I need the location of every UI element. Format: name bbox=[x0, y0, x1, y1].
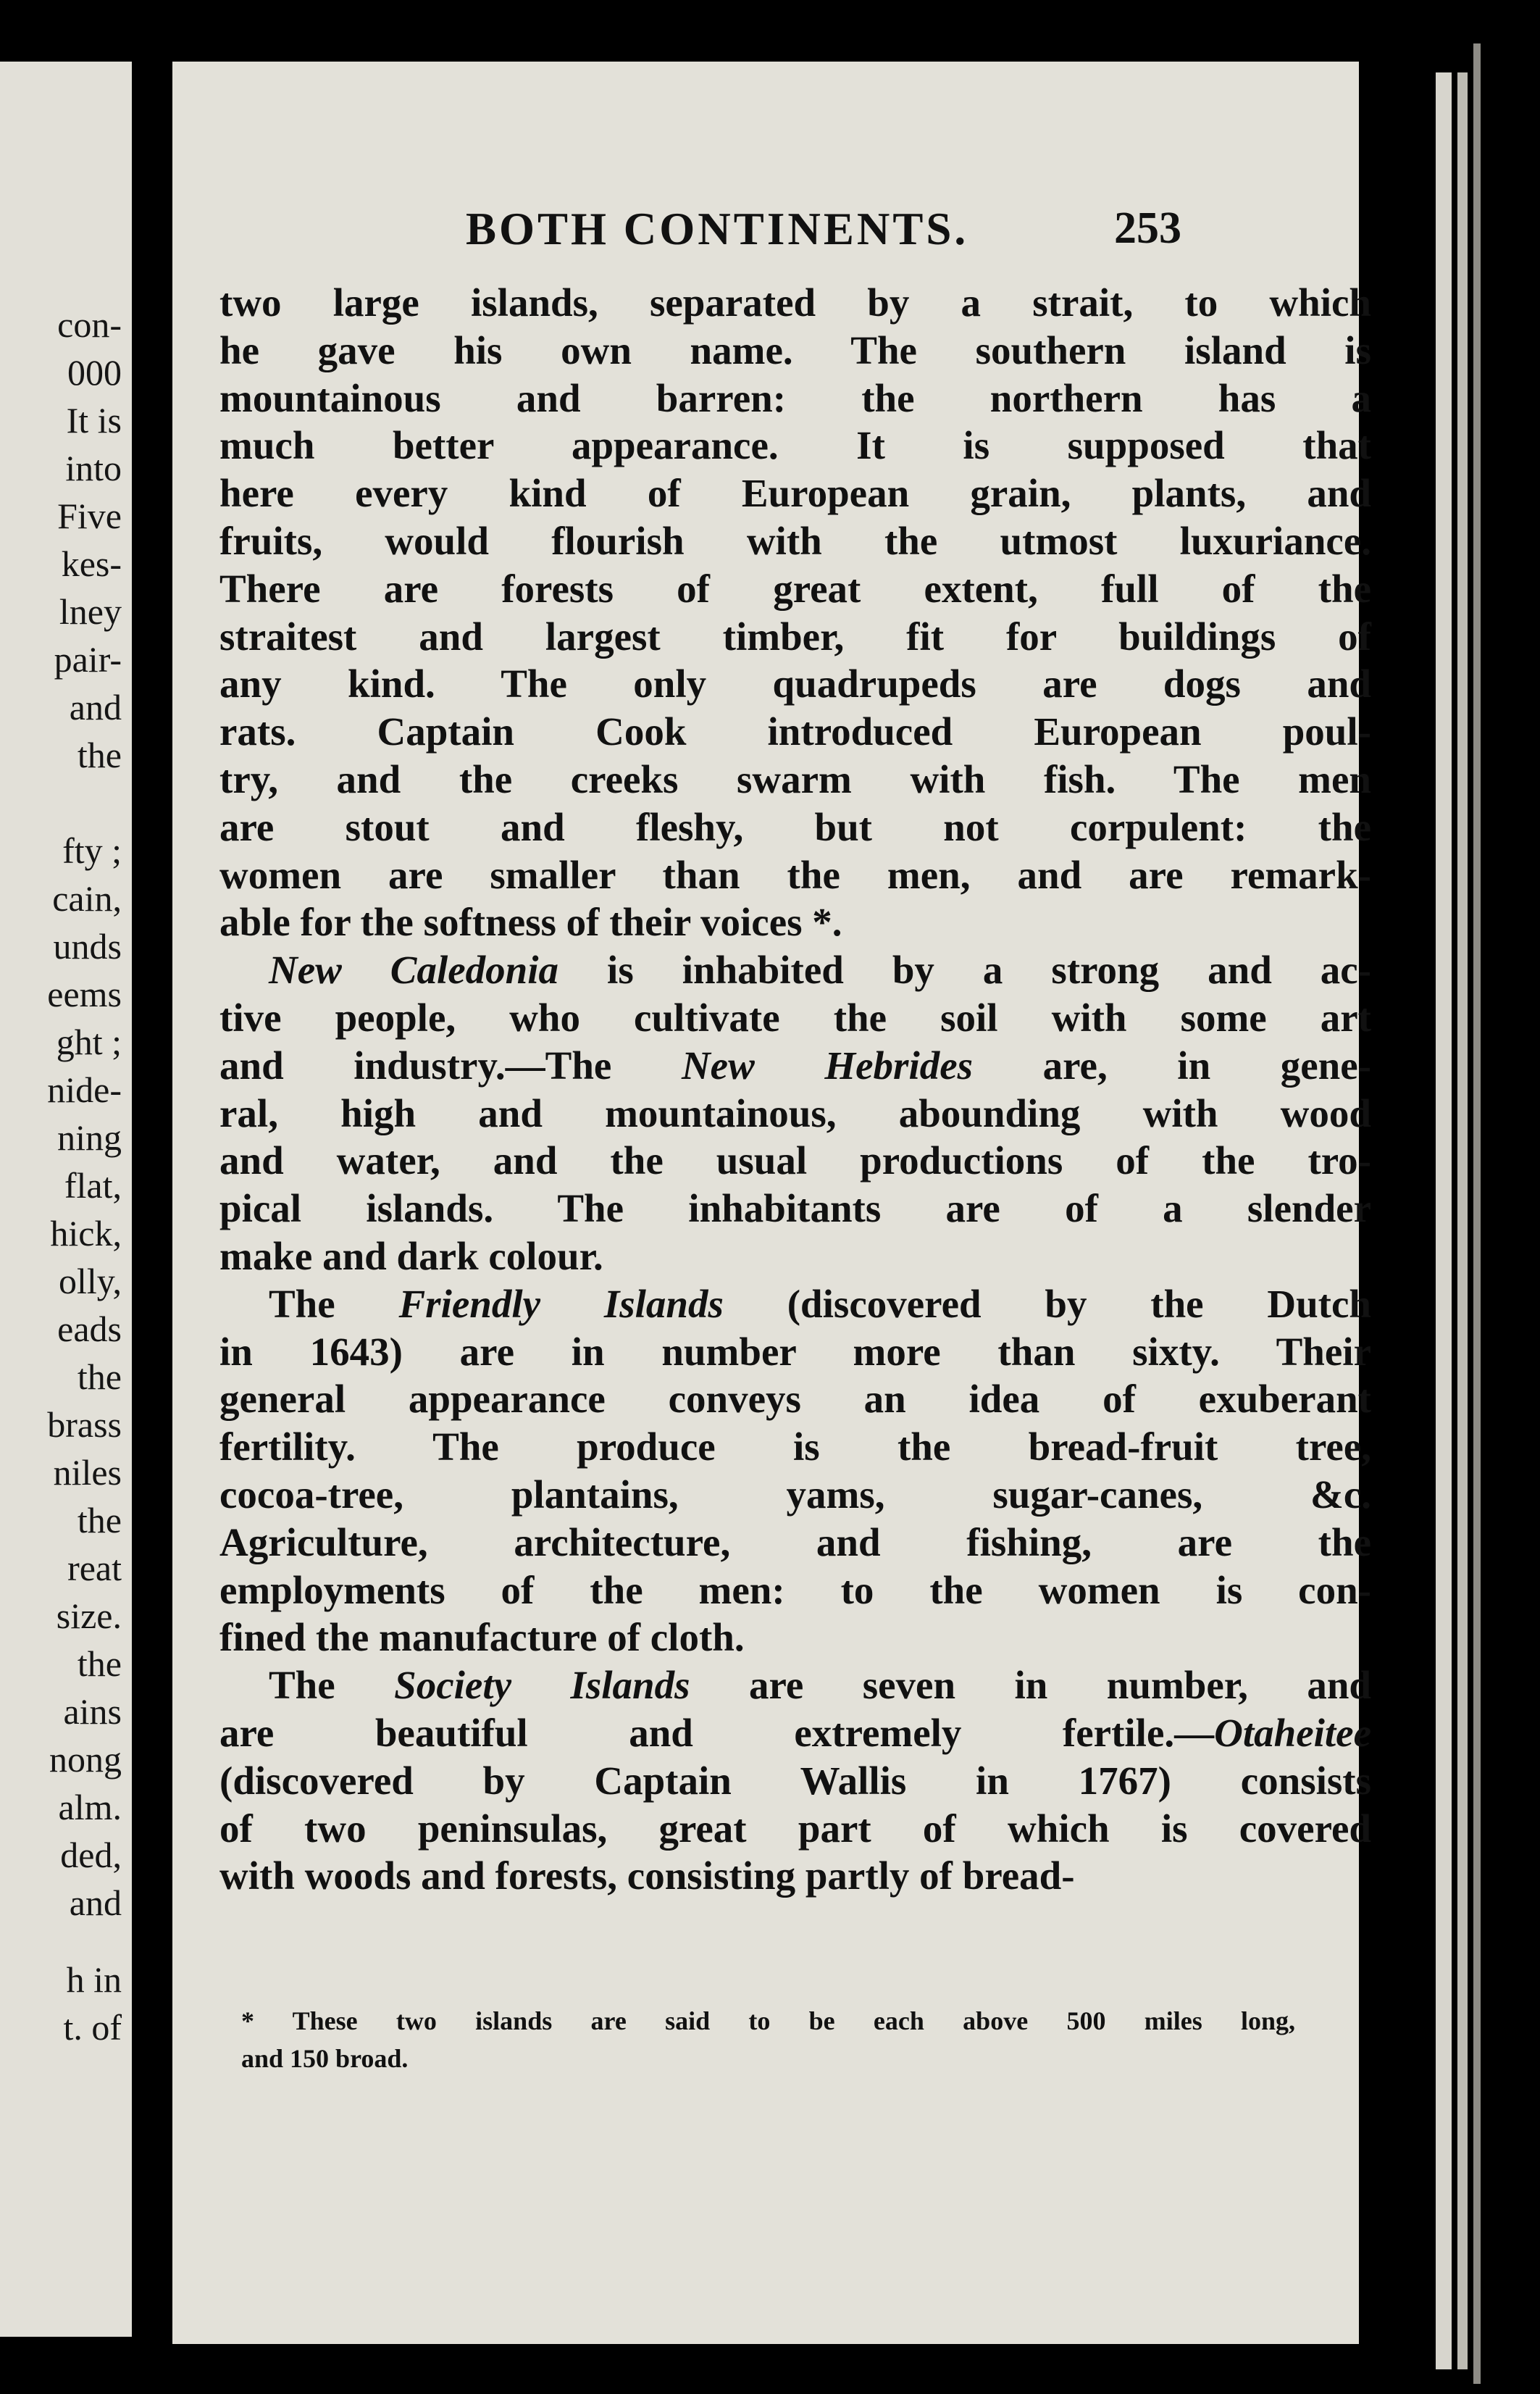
previous-page-line: It is bbox=[66, 400, 122, 441]
previous-page-line: unds bbox=[53, 926, 122, 967]
text-run: The bbox=[269, 1663, 395, 1708]
previous-page-line: ains bbox=[63, 1691, 122, 1732]
text-line: much better appearance. It is supposed that bbox=[219, 423, 1371, 468]
text-run: general appearance conveys an idea of exuberant bbox=[219, 1377, 1371, 1422]
text-run: fined the manufacture of cloth. bbox=[219, 1615, 745, 1660]
text-line bbox=[219, 1375, 1371, 1423]
previous-page-line bbox=[47, 1927, 122, 1956]
previous-page-line: kes- bbox=[61, 543, 122, 584]
text-run: tive people, who cultivate the soil with some art bbox=[219, 995, 1371, 1040]
previous-page-line: nide- bbox=[47, 1069, 122, 1110]
text-line: able for the softness of their voices *. bbox=[219, 900, 842, 945]
book-edge bbox=[1436, 72, 1452, 2369]
previous-page-line: alm. bbox=[58, 1787, 122, 1827]
text-line bbox=[219, 1757, 1371, 1805]
text-line bbox=[219, 1328, 1371, 1376]
previous-page-line: size. bbox=[56, 1596, 122, 1636]
previous-page-line: Five bbox=[57, 496, 122, 536]
page-number: 253 bbox=[1114, 204, 1181, 253]
text-run: and industry.—The bbox=[219, 1043, 682, 1088]
previous-page-line bbox=[47, 779, 122, 827]
text-run: make and dark colour. bbox=[219, 1233, 603, 1278]
text-run: is inhabited by a strong and ac- bbox=[558, 948, 1372, 993]
text-run: The bbox=[269, 1281, 399, 1326]
text-line bbox=[219, 1614, 1371, 1661]
book-edge bbox=[1473, 43, 1481, 2384]
page-header bbox=[172, 203, 1359, 268]
previous-page-line: nong bbox=[49, 1739, 122, 1780]
text-line bbox=[219, 1423, 1371, 1471]
previous-page-line: olly, bbox=[58, 1261, 122, 1301]
previous-page-line: the bbox=[77, 735, 122, 775]
text-line: There are forests of great extent, full of the bbox=[219, 566, 1371, 611]
previous-page-line: reat bbox=[67, 1548, 122, 1588]
text-line: rats. Captain Cook introduced European poul- bbox=[219, 709, 1371, 754]
previous-page-line: pair- bbox=[54, 639, 122, 680]
previous-page-line: niles bbox=[53, 1452, 122, 1493]
text-run: are, in gene- bbox=[973, 1043, 1371, 1088]
text-run: ral, high and mountainous, abounding with wood bbox=[219, 1090, 1371, 1135]
text-line: he gave his own name. The southern island is bbox=[219, 328, 1371, 372]
text-line bbox=[219, 1805, 1371, 1853]
footnote bbox=[241, 2002, 1295, 2077]
text-run: pical islands. The inhabitants are of a slender bbox=[219, 1186, 1371, 1231]
previous-page-line: and bbox=[69, 1882, 122, 1923]
previous-page-line: the bbox=[77, 1500, 122, 1540]
text-run: (discovered by Captain Wallis in 1767) consists bbox=[219, 1758, 1371, 1803]
text-line: are stout and fleshy, but not corpulent: the bbox=[219, 804, 1371, 849]
text-run: employments of the men: to the women is con- bbox=[219, 1567, 1371, 1612]
italic-term: Otaheitee bbox=[1214, 1710, 1371, 1755]
text-run: of two peninsulas, great part of which is covered bbox=[219, 1806, 1371, 1851]
footnote-line: and 150 broad. bbox=[241, 2044, 409, 2073]
text-run: fertility. The produce is the bread-fruit tree, bbox=[219, 1425, 1371, 1469]
previous-page-line: 000 bbox=[67, 352, 122, 393]
italic-term: Friendly Islands bbox=[398, 1281, 724, 1326]
previous-page-line: cain, bbox=[52, 878, 122, 919]
previous-page-line: ght ; bbox=[56, 1022, 122, 1062]
text-line bbox=[219, 1709, 1371, 1757]
running-head: BOTH CONTINENTS. bbox=[466, 204, 969, 254]
italic-term: Society Islands bbox=[394, 1663, 690, 1708]
previous-page-line: fty ; bbox=[62, 830, 122, 871]
previous-page-line: eems bbox=[47, 974, 122, 1014]
text-line bbox=[219, 1280, 1371, 1328]
text-line: mountainous and barren: the northern has a bbox=[219, 375, 1371, 420]
previous-page-line: ded, bbox=[60, 1835, 122, 1875]
text-run: (discovered by the Dutch bbox=[723, 1281, 1371, 1326]
text-line: any kind. The only quadrupeds are dogs and bbox=[219, 662, 1371, 706]
previous-page-text bbox=[47, 301, 122, 2051]
previous-page-line: lney bbox=[59, 591, 122, 632]
previous-page-line: h in bbox=[66, 1959, 122, 2000]
previous-page-line: t. of bbox=[63, 2007, 122, 2048]
text-run: are beautiful and extremely fertile.— bbox=[219, 1710, 1215, 1755]
text-line bbox=[219, 1661, 1371, 1709]
italic-term: New Caledonia bbox=[269, 948, 559, 993]
text-line: two large islands, separated by a strait, to which bbox=[219, 280, 1371, 325]
previous-page-line: brass bbox=[47, 1404, 122, 1445]
text-line bbox=[219, 1471, 1371, 1519]
text-line bbox=[219, 1852, 1371, 1900]
previous-page-line: con- bbox=[57, 304, 122, 345]
previous-page-line: the bbox=[77, 1356, 122, 1397]
text-line: women are smaller than the men, and are remark- bbox=[219, 852, 1371, 897]
previous-page-line: the bbox=[77, 1643, 122, 1684]
text-line: try, and the creeks swarm with fish. The men bbox=[219, 756, 1371, 801]
text-line bbox=[219, 946, 1371, 994]
book-edge bbox=[1457, 72, 1468, 2369]
text-run: cocoa-tree, plantains, yams, sugar-canes, &c. bbox=[219, 1472, 1371, 1517]
text-run: and water, and the usual productions of the tro- bbox=[219, 1138, 1371, 1183]
previous-page-strip bbox=[0, 62, 132, 2337]
text-line bbox=[219, 1137, 1371, 1185]
text-line: straitest and largest timber, fit for buildings of bbox=[219, 614, 1371, 659]
text-line bbox=[219, 1519, 1371, 1567]
footnote-line: * These two islands are said to be each above 500 miles long, bbox=[241, 2006, 1295, 2035]
previous-page-line: flat, bbox=[64, 1165, 122, 1206]
text-run: are seven in number, and bbox=[690, 1663, 1372, 1708]
italic-term: New Hebrides bbox=[681, 1043, 974, 1088]
text-line bbox=[219, 1233, 1371, 1280]
previous-page-line: into bbox=[65, 448, 122, 488]
text-line bbox=[219, 1042, 1371, 1090]
previous-page-line: and bbox=[69, 687, 122, 727]
text-line bbox=[219, 1185, 1371, 1233]
book-page bbox=[172, 62, 1372, 2344]
body-text bbox=[219, 279, 1371, 1900]
text-line: here every kind of European grain, plants, and bbox=[219, 471, 1371, 516]
text-line: fruits, would flourish with the utmost luxuriance. bbox=[219, 518, 1371, 563]
text-run: in 1643) are in number more than sixty. Their bbox=[219, 1329, 1371, 1374]
previous-page-line: hick, bbox=[50, 1213, 122, 1254]
text-line bbox=[219, 1567, 1371, 1614]
text-run: with woods and forests, consisting partly of bread- bbox=[219, 1853, 1075, 1898]
text-run: Agriculture, architecture, and fishing, are the bbox=[219, 1519, 1371, 1564]
previous-page-line: ning bbox=[57, 1117, 122, 1158]
previous-page-line: eads bbox=[57, 1309, 122, 1349]
text-line bbox=[219, 994, 1371, 1042]
text-line bbox=[219, 1090, 1371, 1138]
